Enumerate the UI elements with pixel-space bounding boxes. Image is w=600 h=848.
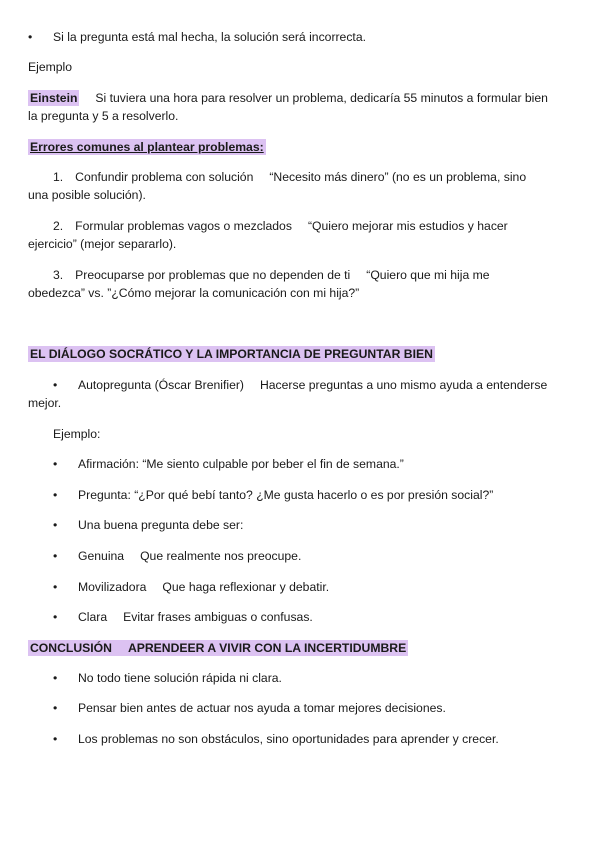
- bullet-mark: •: [53, 518, 58, 532]
- bullet-mark: •: [53, 580, 58, 594]
- bullet-mark: •: [53, 378, 58, 392]
- list-item: Pensar bien antes de actuar nos ayuda a tomar mejores decisiones.: [78, 701, 446, 715]
- list-item: Pregunta: “¿Por qué bebí tanto? ¿Me gusta hacerlo o es por presión social?”: [78, 488, 494, 502]
- socratico-ejemplo: Ejemplo:: [53, 427, 101, 441]
- error-item-line2: una posible solución).: [28, 188, 146, 202]
- quality-item: Clara Evitar frases ambiguas o confusas.: [78, 610, 313, 624]
- einstein-quote-line2: la pregunta y 5 a resolverlo.: [28, 109, 179, 123]
- einstein-quote-line1: Si tuviera una hora para resolver un problema, dedicaría 55 minutos a formular bien: [95, 91, 548, 105]
- socratico-heading: EL DIÁLOGO SOCRÁTICO Y LA IMPORTANCIA DE PREGUNTAR BIEN: [30, 347, 433, 361]
- errores-heading: Errores comunes al plantear problemas:: [30, 140, 264, 154]
- einstein-name: Einstein: [30, 91, 78, 105]
- bullet-mark: •: [53, 732, 58, 746]
- bullet-mark: •: [53, 671, 58, 685]
- list-item: Una buena pregunta debe ser:: [78, 518, 244, 532]
- quality-item: Movilizadora Que haga reflexionar y debatir.: [78, 580, 330, 594]
- error-item: 2. Formular problemas vagos o mezclados “Quiero mejorar mis estudios y hacer: [53, 219, 508, 233]
- error-item: 1. Confundir problema con solución “Necesito más dinero” (no es un problema, sino: [53, 170, 527, 184]
- autopregunta: Autopregunta (Óscar Brenifier) Hacerse preguntas a uno mismo ayuda a entenderse: [78, 378, 548, 392]
- conclusion-heading: CONCLUSIÓN APRENDEER A VIVIR CON LA INCERTIDUMBRE: [30, 641, 407, 655]
- error-item-line2: obedezca” vs. ”¿Cómo mejorar la comunicación con mi hija?”: [28, 286, 360, 300]
- error-item: 3. Preocuparse por problemas que no dependen de ti “Quiero que mi hija me: [53, 268, 490, 282]
- intro-bullet-text: Si la pregunta está mal hecha, la solución será incorrecta.: [53, 30, 366, 44]
- list-item: Los problemas no son obstáculos, sino oportunidades para aprender y crecer.: [78, 732, 499, 746]
- quality-item: Genuina Que realmente nos preocupe.: [78, 549, 302, 563]
- einstein-quote: [28, 90, 548, 106]
- autopregunta-line2: mejor.: [28, 396, 62, 410]
- error-item-line2: ejercicio” (mejor separarlo).: [28, 237, 177, 251]
- bullet-mark: •: [53, 610, 58, 624]
- bullet-mark: •: [53, 701, 58, 715]
- bullet-mark: •: [53, 549, 58, 563]
- bullet-mark: •: [53, 457, 58, 471]
- list-item: Afirmación: “Me siento culpable por beber el fin de semana.”: [78, 457, 404, 471]
- bullet-mark: •: [53, 488, 58, 502]
- bullet-mark: •: [28, 30, 33, 44]
- ejemplo-label: Ejemplo: [28, 60, 73, 74]
- list-item: No todo tiene solución rápida ni clara.: [78, 671, 282, 685]
